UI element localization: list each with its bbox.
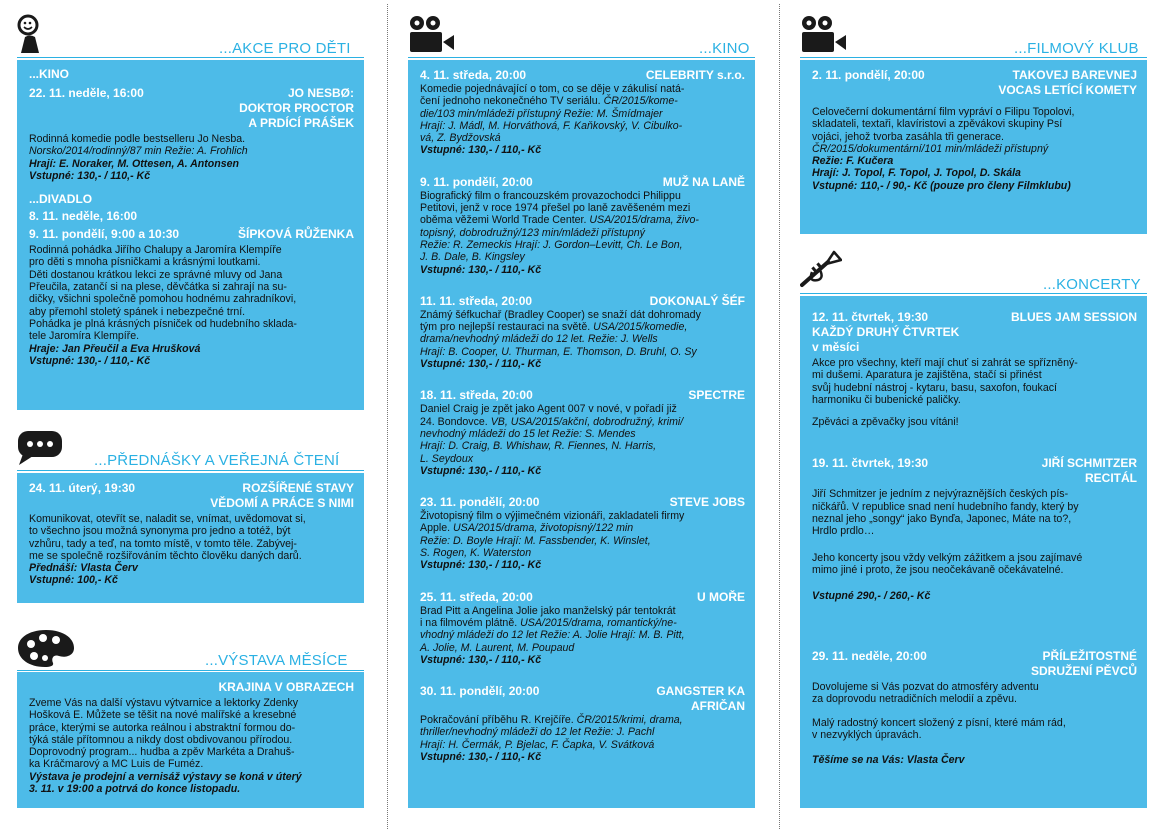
- event-header: [812, 310, 1137, 325]
- event-description: Celovečerní dokumentární film vypráví o Filipu Topolovi, skladateli, textaři, klavíristovi a zpěvákovi skupiny Psí vojáci, jehož tvorba zasáhla tři generace.: [812, 106, 1075, 143]
- prednasky-box: [17, 473, 364, 603]
- film-meta: USA/2015/drama, romantický/ne- vhodný mládeži do 12 let Režie: A. Jolie Hrají: M. B. Pitt, A. Jolie, M. Laurent, M. Poupaud: [420, 616, 685, 654]
- event-title: BLUES JAM SESSION: [1010, 310, 1137, 324]
- event-header: [812, 649, 1137, 679]
- akce-box: [17, 60, 364, 410]
- film-meta: ČR/2015/krimi, drama, thriller/nevhodný mládeži do 12 let Režie: J. Pachl Hrají: H. Čermák, P. Bjelac, F. Čapka, V. Svátková: [420, 714, 683, 751]
- kino-subheading: ...KINO: [29, 67, 70, 81]
- event-description: Jiří Schmitzer je jedním z nejvýraznějších českých pís- ničkářů. V republice snad není hudebního fandy, který by neznal jeho „songy“ jako Bynďa, Japonec, Máte na to?, Hrdlo prdlo…: [812, 488, 1079, 538]
- kid-icon: [17, 14, 43, 54]
- event-date: 23. 11. pondělí, 20:00: [420, 495, 540, 510]
- section-rule: [17, 470, 364, 471]
- event-description: [420, 83, 745, 144]
- speech-bubble-icon: [17, 430, 65, 466]
- event-title: DOKONALÝ ŠÉF: [649, 293, 745, 308]
- section-rule: [17, 670, 364, 671]
- event-date: 8. 11. neděle, 16:00: [29, 209, 138, 224]
- event-cast: Hrají: J. Topol, F. Topol, J. Topol, D. Skála: [812, 167, 1021, 180]
- film-synopsis: Daniel Craig je zpět jako Agent 007 v nové, v pořadí již 24. Bondovce.: [420, 403, 677, 428]
- event-header: [420, 294, 745, 309]
- event-date: 19. 11. čtvrtek, 19:30: [812, 456, 929, 471]
- event-title: CELEBRITY s.r.o.: [645, 68, 745, 82]
- event-description: Rodinná komedie podle bestselleru Jo Nesba.: [29, 133, 246, 145]
- event-meta: Norsko/2014/rodinný/87 min Režie: A. Frohlich: [29, 145, 248, 158]
- event-description: Malý radostný koncert složený z písní, které mám rád, v nezvyklých úpravách.: [812, 717, 1066, 742]
- event-header: [29, 209, 354, 224]
- event-title: SPECTRE: [688, 388, 745, 403]
- event-price: Vstupné: 130,- / 110,- Kč: [420, 750, 542, 763]
- trumpet-icon: [800, 250, 842, 288]
- event-date: 12. 11. čtvrtek, 19:30: [812, 310, 929, 324]
- kino-box: [408, 60, 755, 808]
- event-price: Vstupné: 100,- Kč: [29, 574, 118, 587]
- divadlo-subheading: ...DIVADLO: [29, 192, 93, 207]
- event-price: Vstupné: 110,- / 90,- Kč (pouze pro členy Filmklubu): [812, 179, 1071, 192]
- section-title-vystava: ...VÝSTAVA MĚSÍCE: [205, 652, 348, 669]
- film-synopsis: Životopisný film o výjimečném vizionáři, zakladateli firmy Apple.: [420, 510, 685, 535]
- column-divider: [387, 4, 388, 829]
- event-date: 11. 11. středa, 20:00: [420, 293, 533, 308]
- event-title: MUŽ NA LANĚ: [662, 174, 745, 189]
- event-date: 4. 11. středa, 20:00: [420, 68, 527, 82]
- event-price: Vstupné: 130,- / 110,- Kč: [29, 169, 151, 182]
- event-price: Vstupné: 130,- / 110,- Kč: [420, 263, 542, 276]
- event-header: [29, 227, 354, 242]
- film-meta: VB, USA/2015/akční, dobrodružný, krimi/ nevhodný mládeži do 15 let Režie: S. Mendes Hrají: D. Craig, B. Whishaw, R. Fiennes, N. Harris, L. Seydoux: [420, 415, 684, 465]
- film-item: [420, 684, 745, 763]
- film-item: [420, 388, 745, 477]
- section-title-kino: ...KINO: [699, 40, 750, 57]
- event-note: Zpěváci a zpěvačky jsou vítáni!: [812, 416, 959, 429]
- film-item: [420, 590, 745, 666]
- event-note: Výstava je prodejní a vernisáž výstavy se koná v úterý 3. 11. v 19:00 a potrvá do konce listopadu.: [29, 770, 302, 796]
- event-date: 9. 11. pondělí, 20:00: [420, 174, 533, 189]
- event-date: 30. 11. pondělí, 20:00: [420, 684, 540, 699]
- event-cast: Hrají: E. Noraker, M. Ottesen, A. Antonsen: [29, 157, 239, 170]
- event-title: JIŘÍ SCHMITZER RECITÁL: [1041, 456, 1137, 486]
- koncerty-box: [800, 296, 1147, 808]
- event-header: [29, 680, 354, 695]
- film-synopsis: Brad Pitt a Angelina Jolie jako manželský pár tentokrát i na filmovém plátně.: [420, 604, 676, 629]
- event-subtitle: KAŽDÝ DRUHÝ ČTVRTEK v měsíci: [812, 325, 960, 354]
- film-synopsis: Známý šéfkuchař (Bradley Cooper) se snaží dát dohromady tým pro nejlepší restauraci na světě.: [420, 308, 701, 334]
- event-price: Vstupné: 130,- / 110,- Kč: [420, 464, 542, 477]
- event-description: Jeho koncerty jsou vždy velkým zážitkem a jsou zajímavé mimo jiné i proto, že jsou neočekávaně očekávatelné.: [812, 551, 1083, 576]
- film-meta: USA/2015/komedie, drama/nevhodný mládeži do 12 let. Režie: J. Wells Hrají: B. Cooper, U. Thurman, E. Thomson, D. Bruhl, O. Sy: [420, 321, 697, 358]
- film-synopsis: Pokračování příběhu R. Krejčíře.: [420, 714, 577, 727]
- film-item: [420, 495, 745, 571]
- event-description: Komunikovat, otevřít se, naladit se, vnímat, uvědomovat si, to všechno jsou možná synonyma pro jedno a totéž, být vzhůru, tady a teď, na tomto místě, v tomto těle. Zabývej- me se společně rozšiřováním těchto člověku daných darů.: [29, 513, 306, 562]
- event-description: [420, 605, 745, 654]
- event-header: [420, 68, 745, 83]
- film-item: [420, 68, 745, 157]
- section-rule: [17, 57, 364, 58]
- event-meta: ČR/2015/dokumentární/101 min/mládeži přístupný: [812, 142, 1049, 155]
- event-price: Vstupné: 130,- / 110,- Kč: [420, 358, 542, 371]
- event-title: JO NESBØ: DOKTOR PROCTOR A PRDÍCÍ PRÁŠEK: [239, 86, 354, 130]
- section-rule: [800, 293, 1147, 294]
- projector-icon: [408, 14, 456, 54]
- column-divider: [779, 4, 780, 829]
- film-synopsis: Biografický film o francouzském provazochodci Philippu Petitovi, jenž v roce 1974 přešel po laně zavěšeném mezi oběma věžemi World Trade Center.: [420, 189, 691, 227]
- film-synopsis: Komedie pojednávající o tom, co se děje v zákulisí natá- čení jednoho nekonečného TV seriálu.: [420, 83, 685, 108]
- event-description: [420, 309, 745, 358]
- palette-icon: [17, 628, 75, 668]
- event-director: Režie: F. Kučera: [812, 155, 894, 168]
- event-price: Vstupné 290,- / 260,- Kč: [812, 590, 931, 603]
- section-title-filmklub: ...FILMOVÝ KLUB: [1014, 40, 1139, 57]
- event-price: Vstupné: 130,- / 110,- Kč: [29, 354, 151, 367]
- section-rule: [800, 57, 1147, 58]
- section-title-prednasky: ...PŘEDNÁŠKY A VEŘEJNÁ ČTENÍ: [94, 452, 340, 469]
- event-header: [420, 495, 745, 510]
- event-speaker: Přednáší: Vlasta Červ: [29, 562, 138, 575]
- event-description: Zveme Vás na další výstavu výtvarnice a lektorky Zdenky Hošková E. Můžete se těšit na nové malířské a kresebné práce, kterými se autorka reálnou i abstraktní formou do- týká stále přítomnou a nikdy dost obdivovanou přírodou. Doprovodný program... hudba a zpěv Markéta a Drahuš- ka Kráčmarový a MC Luis de Fuméz.: [29, 697, 299, 771]
- event-header: [420, 175, 745, 190]
- film-item: [420, 175, 745, 276]
- event-header: [29, 86, 354, 131]
- event-date: 2. 11. pondělí, 20:00: [812, 68, 925, 82]
- event-date: 25. 11. středa, 20:00: [420, 589, 533, 604]
- event-header: [420, 388, 745, 403]
- event-title: U MOŘE: [697, 589, 745, 604]
- section-rule: [408, 57, 755, 58]
- vystava-box: [17, 672, 364, 808]
- event-header: [420, 590, 745, 605]
- event-date: 9. 11. pondělí, 9:00 a 10:30: [29, 227, 180, 242]
- event-date: 22. 11. neděle, 16:00: [29, 86, 144, 100]
- event-title: TAKOVEJ BAREVNEJ VOCAS LETÍCÍ KOMETY: [998, 68, 1137, 97]
- event-price: Vstupné: 130,- / 110,- Kč: [420, 144, 542, 157]
- event-description: [420, 714, 745, 751]
- filmklub-box: [800, 60, 1147, 234]
- event-description: Akce pro všechny, kteří mají chuť si zahrát se spřízněný- mi dušemi. Aparatura je zajištěna, stačí si přinést svůj hudební nástroj - kytaru, basu, saxofon, foukací harmoniku či bubenické paličky.: [812, 357, 1078, 406]
- event-header: [420, 684, 745, 714]
- event-cast: Hraje: Jan Přeučil a Eva Hrušková: [29, 342, 201, 355]
- event-title: KRAJINA V OBRAZECH: [218, 680, 354, 694]
- event-date: 29. 11. neděle, 20:00: [812, 648, 927, 663]
- film-meta: USA/2015/drama, životopisný/122 min Režie: D. Boyle Hrají: M. Fassbender, K. Winslet, S. Rogen, K. Waterston: [420, 522, 651, 560]
- event-price: Vstupné: 130,- / 110,- Kč: [420, 653, 542, 666]
- event-description: [420, 403, 745, 464]
- event-date: 24. 11. úterý, 19:30: [29, 481, 136, 495]
- section-title-akce: ...AKCE PRO DĚTI: [219, 40, 351, 57]
- event-host: Těšíme se na Vás: Vlasta Červ: [812, 753, 965, 766]
- event-description: [420, 190, 745, 264]
- event-description: Dovolujeme si Vás pozvat do atmosféry adventu za doprovodu netradičních melodií a zpěvu.: [812, 680, 1039, 705]
- event-title: STEVE JOBS: [669, 495, 745, 510]
- event-title: PŘÍLEŽITOSTNÉ SDRUŽENÍ PĚVCŮ: [1030, 648, 1137, 678]
- event-date: 18. 11. středa, 20:00: [420, 388, 533, 403]
- event-header: [29, 481, 354, 511]
- event-description: Rodinná pohádka Jiřího Chalupy a Jaromíra Klempíře pro děti s mnoha písničkami a krásnými loutkami. Děti dostanou krátkou lekci ze správné mluvy od Jana Přeučila, zatančí si na plese, děvčátka si zahrají na su- dičky, všichni společně pomohou hodnému zahradníkovi, aby přemohl stoletý spánek i nebezpečné trní. Pohádka je plná krásných písniček od hudebního sklada- tele Jaromíra Klempíře.: [29, 244, 297, 343]
- film-meta: USA/2015/drama, živo- topisný, dobrodružný/123 min/mládeži přístupný Režie: R. Zemeckis Hrají: J. Gordon–Levitt, Ch. Le Bon, J. B. Dale, B. Kingsley: [420, 214, 699, 264]
- film-meta: ČR/2015/kome- die/103 min/mládeži přístupný Režie: M. Šmídmajer Hrají: J. Mádl, M. Horváthová, F. Kaňkovský, V. Cibulko- vá, Z. Bydžovská: [420, 95, 683, 145]
- projector-icon: [800, 14, 848, 54]
- section-title-koncerty: ...KONCERTY: [1043, 276, 1141, 293]
- event-price: Vstupné: 130,- / 110,- Kč: [420, 559, 542, 572]
- event-title: GANGSTER KA AFRIČAN: [656, 684, 745, 714]
- event-title: ROZŠÍŘENÉ STAVY VĚDOMÍ A PRÁCE S NIMI: [210, 481, 354, 510]
- film-item: [420, 294, 745, 370]
- event-description: [420, 510, 745, 559]
- event-header: [812, 68, 1137, 98]
- event-header: [812, 456, 1137, 486]
- event-title: ŠÍPKOVÁ RŮŽENKA: [237, 227, 354, 242]
